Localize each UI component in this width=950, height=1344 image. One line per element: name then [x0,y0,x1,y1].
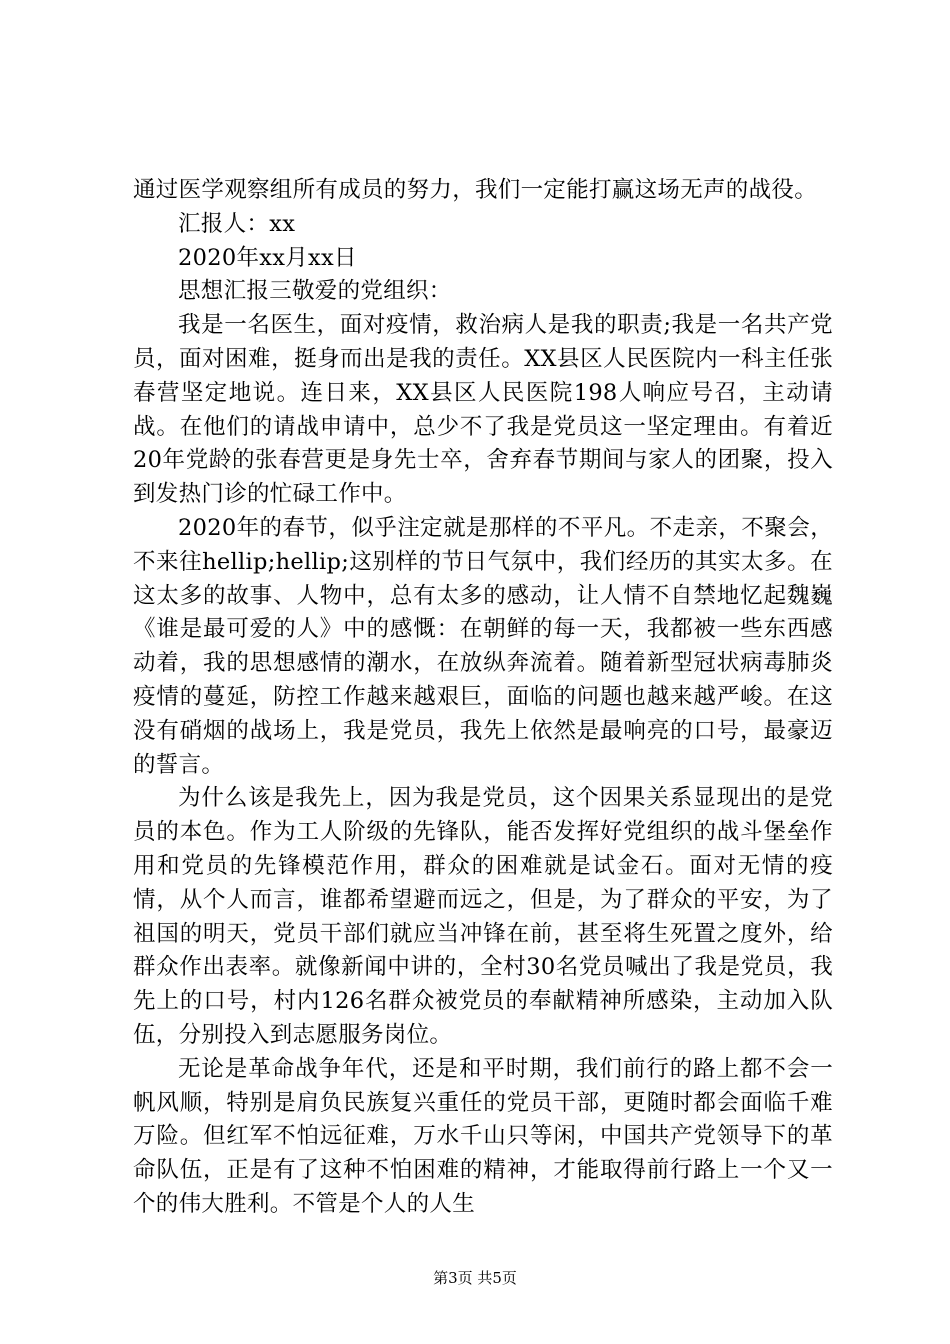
paragraph-1: 通过医学观察组所有成员的努力，我们一定能打赢这场无声的战役。 [133,177,818,203]
paragraph-5: 我是一名医生，面对疫情，救治病人是我的职责;我是一名共产党员，面对困难，挺身而出是我的责任。XX县区人民医院内一科主任张春营坚定地说。连日来，XX县区人民医院198人响应号召，主动请战。在他们的请战申请中，总少不了我是党员这一坚定理由。有着近20年党龄的张春营更是身先士卒，舍弃春节期间与家人的团聚，投入到发热门诊的忙碌工作中。 [133,312,833,508]
document-body [133,174,833,1222]
paragraph-8: 无论是革命战争年代，还是和平时期，我们前行的路上都不会一帆风顺，特别是肩负民族复兴重任的党员干部，更随时都会面临千难万险。但红军不怕远征难，万水千山只等闲，中国共产党领导下的革命队伍，正是有了这种不怕困难的精神，才能取得前行路上一个又一个的伟大胜利。不管是个人的人生 [133,1055,833,1217]
reporter-line: 汇报人：xx [178,210,296,237]
paragraph-7: 为什么该是我先上，因为我是党员，这个因果关系显现出的是党员的本色。作为工人阶级的先锋队，能否发挥好党组织的战斗堡垒作用和党员的先锋模范作用，群众的困难就是试金石。面对无情的疫情，从个人而言，谁都希望避而远之，但是，为了群众的平安，为了祖国的明天，党员干部们就应当冲锋在前，甚至将生死置之度外，给群众作出表率。就像新闻中讲的，全村30名党员喊出了我是党员，我先上的口号，村内126名群众被党员的奉献精神所感染，主动加入队伍，分别投入到志愿服务岗位。 [133,785,833,1048]
page-footer: 第3页 共5页 [433,1269,517,1287]
paragraph-6: 2020年的春节，似乎注定就是那样的不平凡。不走亲，不聚会，不来往hellip;hellip;这别样的节日气氛中，我们经历的其实太多。在这太多的故事、人物中，总有太多的感动，让人情不自禁地忆起魏巍《谁是最可爱的人》中的感慨：在朝鲜的每一天，我都被一些东西感动着，我的思想感情的潮水，在放纵奔流着。随着新型冠状病毒肺炎疫情的蔓延，防控工作越来越艰巨，面临的问题也越来越严峻。在这没有硝烟的战场上，我是党员，我先上依然是最响亮的口号，最豪迈的誓言。 [133,514,833,778]
report-heading: 思想汇报三敬爱的党组织： [178,278,452,305]
date-line: 2020年xx月xx日 [178,244,357,271]
